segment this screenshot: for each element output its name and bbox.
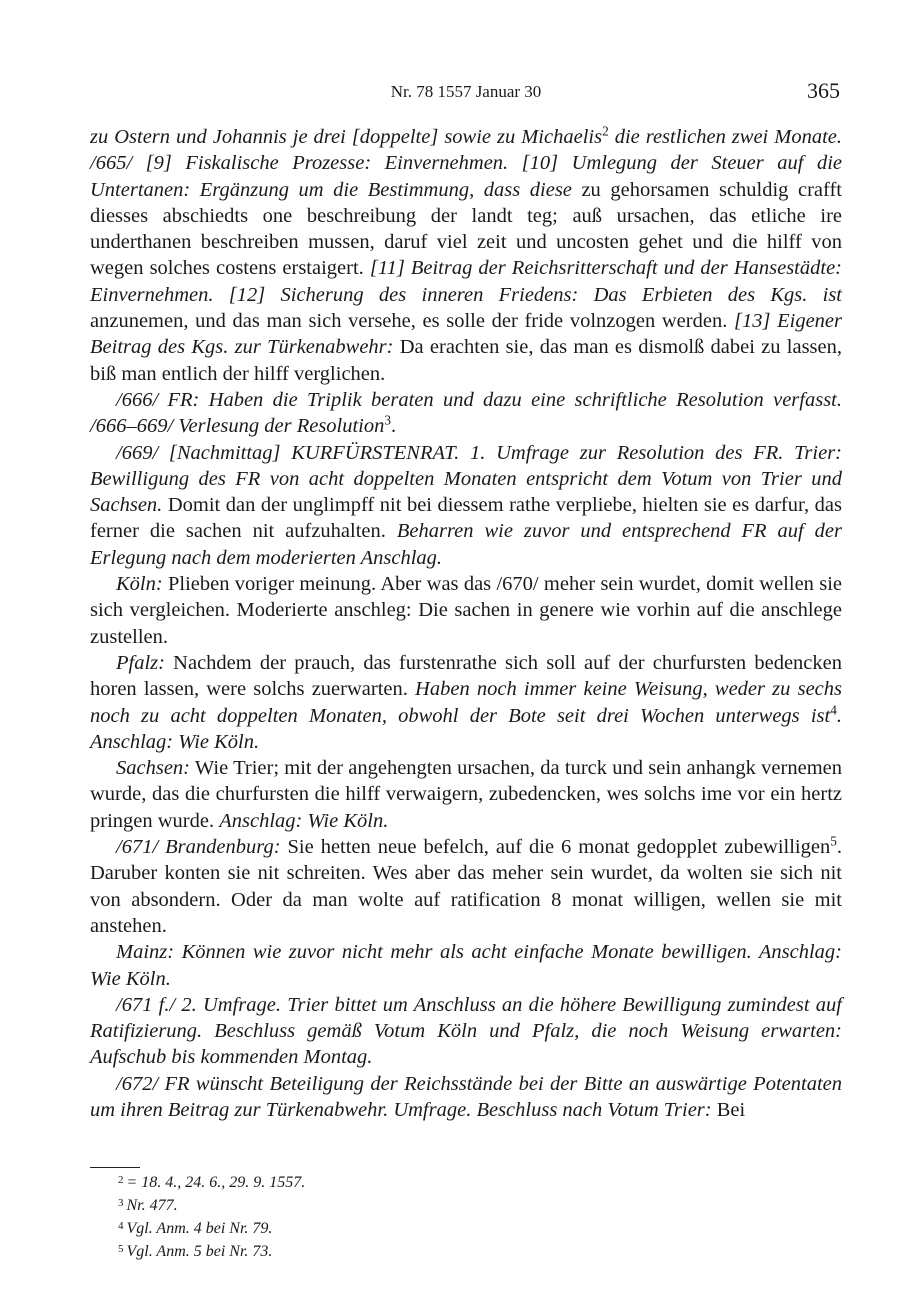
paragraph [90,124,842,387]
paragraph [90,387,842,440]
footnotes [118,1170,718,1262]
text-run: anzunemen, und das man sich versehe, es solle der fride volnzogen werden. [90,310,734,333]
running-title: Nr. 78 1557 Januar 30 [390,82,542,101]
text-run: . Anschlag: Wie Köln. [90,704,842,753]
text-run: Plieben voriger meinung. Aber was das /670/ meher sein wurdet, domit wellen sie sich vergleichen. Moderierte anschleg: Die sachen in genere wie vorhin auf die anschlege zustellen. [90,573,842,648]
footnote [118,1239,718,1262]
paragraph [90,650,842,755]
text-run: Bei [711,1098,746,1121]
page-number: 365 [807,78,840,103]
text-run: Wie Trier; mit der angehengten ursachen, da turck und sein anhangk vernemen wurde, das die churfursten die hilff verwaigern, zubedencken, wes solchs ime vor ein hertz pringen wurde. [90,757,842,832]
text-run: die restlichen zwei Monate. /665/ [9] Fiskalische Prozesse: Einvernehmen. [10] Umlegung der Steuer auf die Untertanen: Ergänzung um die Bestimmung, dass diese [90,126,842,201]
text-run: [13] Eigener Beitrag des Kgs. zur Türkenabwehr: [90,310,842,359]
footnote-number: 3 [118,1197,124,1209]
text-run: Sie hetten neue befelch, auf die 6 monat gedopplet zubewilligen [280,836,831,859]
footnote-number: 4 [118,1220,124,1232]
text-run: . Daruber konten sie nit schreiten. Wes aber das meher sein wurdet, da wolten sie sich nit von absondern. Oder da man wolte auf ratification 8 monat willigen, wellen sie mit anstehen. [90,836,843,937]
text-run: Pfalz: [116,651,165,674]
footnote-divider [90,1167,140,1168]
text-run: zu Ostern und Johannis je drei [doppelte] sowie zu Michaelis [90,126,603,148]
paragraph [90,440,842,571]
text-run: zu gehorsamen schuldig crafft diesses abschiedts one beschreibung der landt teg; auß ursachen, das etliche ire underthanen beschreiben mussen, daruf viel zeit und uncosten gehet und die hilff von wegen solches costens erstaigert. [90,178,842,280]
text-run: Mainz: Können wie zuvor nicht mehr als acht einfache Monate bewilligen. Anschlag: Wie Köln. [90,941,842,990]
text-run: Domit dan der unglimpff nit bei diessem rathe verpliebe, hielten sie es darfur, das ferner die sachen nit aufzuhalten. [90,494,842,543]
text-run: Nachdem der prauch, das furstenrathe sich soll auf der churfursten bedencken horen lassen, were solchs zuerwarten. [90,651,842,701]
footnote [118,1216,718,1239]
footnote [118,1170,718,1193]
text-run: /671/ Brandenburg: [116,836,281,859]
text-run: /671 f./ 2. Umfrage. Trier bittet um Anschluss an die höhere Bewilligung zumindest auf Ratifizierung. Beschluss gemäß Votum Köln und Pfalz, die noch Weisung erwarten: Aufschub bis kommenden Montag. [90,993,842,1069]
text-run: /672/ FR wünscht Beteiligung der Reichsstände bei der Bitte an auswärtige Potentaten um ihren Beitrag zur Türkenabwehr. Umfrage. Beschluss nach Votum Trier: [90,1072,842,1121]
footnote-text: = 18. 4., 24. 6., 29. 9. 1557. [126,1174,306,1191]
paragraph [90,1071,842,1124]
footnote-number: 5 [118,1243,124,1255]
text-run: [11] Beitrag der Reichsritterschaft und der Hansestädte: Einvernehmen. [12] Sicherung des inneren Friedens: Das Erbieten des Kgs. ist [90,257,842,306]
text-run: Köln: [116,573,163,596]
footnote-ref: 4 [830,702,837,718]
text-run: . [391,415,397,438]
text-run: Beharren wie zuvor und entsprechend FR auf der Erlegung nach dem moderierten Anschlag. [90,520,842,569]
body-text [90,124,842,1123]
footnote-text: Vgl. Anm. 4 bei Nr. 79. [126,1220,273,1237]
footnote-number: 2 [118,1174,124,1186]
footnote-ref: 2 [602,123,609,139]
text-run: Sachsen: [116,757,191,780]
text-run: Anschlag: Wie Köln. [219,809,389,832]
text-run: /666/ FR: Haben die Triplik beraten und dazu eine schriftliche Resolution verfasst. /666–669/ Verlesung der Resolution [90,388,842,438]
paragraph [90,834,842,939]
footnote [118,1193,718,1216]
running-head [90,80,842,106]
text-run: Haben noch immer keine Weisung, weder zu sechs noch zu acht doppelten Monaten, obwohl der Bote seit drei Wochen unterwegs ist [90,678,842,727]
paragraph [90,571,842,650]
footnote-ref: 3 [384,412,392,428]
footnote-ref: 5 [830,833,837,849]
paragraph [90,755,842,834]
text-run: Da erachten sie, das man es dismolß dabei zu lassen, biß man entlich der hilff verglichen. [90,336,842,385]
paragraph [90,939,842,992]
footnote-text: Vgl. Anm. 5 bei Nr. 73. [126,1243,273,1260]
footnote-text: Nr. 477. [126,1197,178,1214]
text-run: /669/ [Nachmittag] KURFÜRSTENRAT. 1. Umfrage zur Resolution des FR. Trier: Bewilligung des FR von acht doppelten Monaten entspricht dem Votum von Trier und Sachsen. [90,441,842,517]
paragraph [90,992,842,1071]
